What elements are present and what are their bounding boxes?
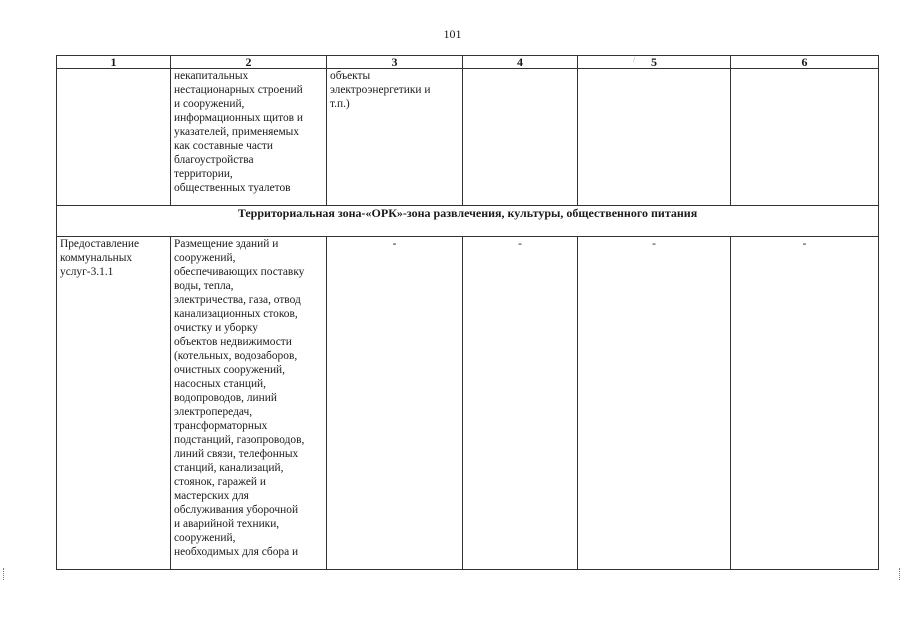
cell-utilities-col6: - [731,237,879,570]
header-col-5: 5 [578,56,731,69]
header-col-1: 1 [57,56,171,69]
page-number: 101 [443,27,462,41]
cell-continued-col3: объекты электроэнергетики и т.п.) [327,69,463,206]
margin-mark-right [899,568,901,580]
scan-artifact-mark: / [633,55,636,64]
cell-continued-col5 [578,69,731,206]
table-row-utilities [57,237,879,570]
zone-title-row [57,206,879,237]
zone-title: Территориальная зона-«ОРК»-зона развлечения, культуры, общественного питания [57,206,879,237]
cell-continued-col1 [57,69,171,206]
land-use-table [56,55,879,570]
header-col-4: 4 [463,56,578,69]
cell-continued-col2: некапитальных нестационарных строений и сооружений, информационных щитов и указателей, применяемых как составные части благоустройства территории, общественных туалетов [171,69,327,206]
cell-continued-col4 [463,69,578,206]
cell-utilities-col5: - [578,237,731,570]
header-row [57,56,879,69]
header-col-3: 3 [327,56,463,69]
header-col-2: 2 [171,56,327,69]
cell-utilities-col2: Размещение зданий и сооружений, обеспечивающих поставку воды, тепла, электричества, газа, отвод канализационных стоков, очистку и уборку объектов недвижимости (котельных, водозаборов, очистных сооружений, насосных станций, водопроводов, линий электропередач, трансформаторных подстанций, газопроводов, линий связи, телефонных станций, канализаций, стоянок, гаражей и мастерских для обслуживания уборочной и аварийной техники, сооружений, необходимых для сбора и [171,237,327,570]
table-row-continued [57,69,879,206]
margin-mark-left [3,568,5,580]
cell-utilities-col3: - [327,237,463,570]
cell-continued-col6 [731,69,879,206]
cell-utilities-col1: Предоставление коммунальных услуг-3.1.1 [57,237,171,570]
cell-utilities-col4: - [463,237,578,570]
header-col-6: 6 [731,56,879,69]
